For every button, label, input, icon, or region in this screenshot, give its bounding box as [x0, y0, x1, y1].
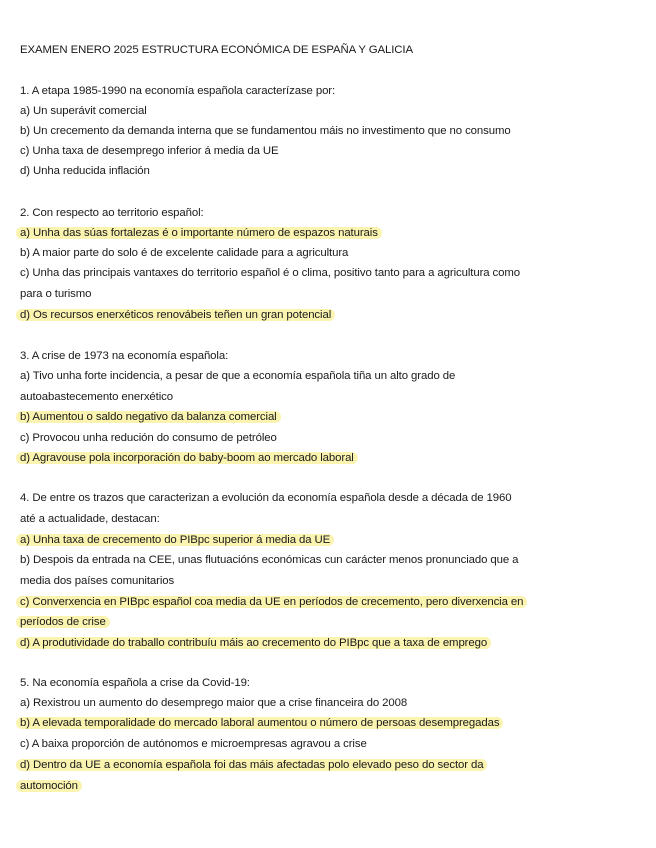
question-5-option-c: c) A baixa proporción de autónomos e microempresas agravou a crise [20, 738, 367, 750]
question-2-option-c: c) Unha das principais vantaxes do territorio español é o clima, positivo tanto para a agricultura como [20, 267, 521, 279]
question-2-option-a-highlighted: a) Unha das súas fortalezas é o importante número de espazos naturais [16, 227, 382, 239]
question-3-option-d-highlighted: d) Agravouse pola incorporación do baby-boom ao mercado laboral [16, 452, 358, 464]
question-4-option-c-cont-highlighted: períodos de crise [16, 616, 110, 628]
question-5-option-b-highlighted: b) A elevada temporalidade do mercado laboral aumentou o número de persoas desempregadas [16, 717, 503, 729]
question-5-option-d-cont-highlighted: automoción [16, 780, 82, 792]
question-4-option-b: b) Despois da entrada na CEE, unas flutuacións económicas cun carácter menos pronunciado que a [20, 554, 519, 566]
question-1-option-c: c) Unha taxa de desemprego inferior á media da UE [20, 145, 279, 157]
question-3-stem: 3. A crise de 1973 na economía española: [20, 350, 229, 362]
question-1-stem: 1. A etapa 1985-1990 na economía española caracterízase por: [20, 85, 336, 97]
question-1-option-d: d) Unha reducida inflación [20, 165, 150, 177]
question-2-option-d-highlighted: d) Os recursos enerxéticos renovábeis teñen un gran potencial [16, 309, 335, 321]
question-3-option-a: a) Tivo unha forte incidencia, a pesar de que a economía española tiña un alto grado de [20, 370, 456, 382]
question-4-option-d-highlighted: d) A produtividade do traballo contribuíu máis ao crecemento do PIBpc que a taxa de emprego [16, 637, 491, 649]
question-4-stem-cont: até a actualidade, destacan: [20, 513, 160, 525]
question-2-stem: 2. Con respecto ao territorio español: [20, 207, 204, 219]
question-4-option-c-highlighted: c) Converxencia en PIBpc español coa media da UE en períodos de crecemento, pero diverxencia en [16, 596, 527, 608]
question-5-option-a: a) Rexistrou un aumento do desemprego maior que a crise financeira do 2008 [20, 697, 408, 709]
question-3-option-a-cont: autoabastecemento enerxético [20, 391, 173, 403]
question-1-option-b: b) Un crecemento da demanda interna que se fundamentou máis no investimento que no consumo [20, 125, 511, 137]
question-3-option-c: c) Provocou unha redución do consumo de petróleo [20, 432, 277, 444]
question-5-stem: 5. Na economía española a crise da Covid-19: [20, 677, 250, 689]
question-4-option-a-highlighted: a) Unha taxa de crecemento do PIBpc superior á media da UE [16, 534, 334, 546]
question-2-option-b: b) A maior parte do solo é de excelente calidade para a agricultura [20, 247, 349, 259]
question-4-stem: 4. De entre os trazos que caracterizan a evolución da economía española desde a década de 1960 [20, 492, 512, 504]
exam-title: EXAMEN ENERO 2025 ESTRUCTURA ECONÓMICA DE ESPAÑA Y GALICIA [20, 44, 413, 56]
question-2-option-c-cont: para o turismo [20, 288, 92, 300]
question-1-option-a: a) Un superávit comercial [20, 105, 147, 117]
question-4-option-b-cont: media dos países comunitarios [20, 575, 175, 587]
question-3-option-b-highlighted: b) Aumentou o saldo negativo da balanza comercial [16, 411, 281, 423]
question-5-option-d-highlighted: d) Dentro da UE a economía española foi das máis afectadas polo elevado peso do sector da [16, 759, 487, 771]
